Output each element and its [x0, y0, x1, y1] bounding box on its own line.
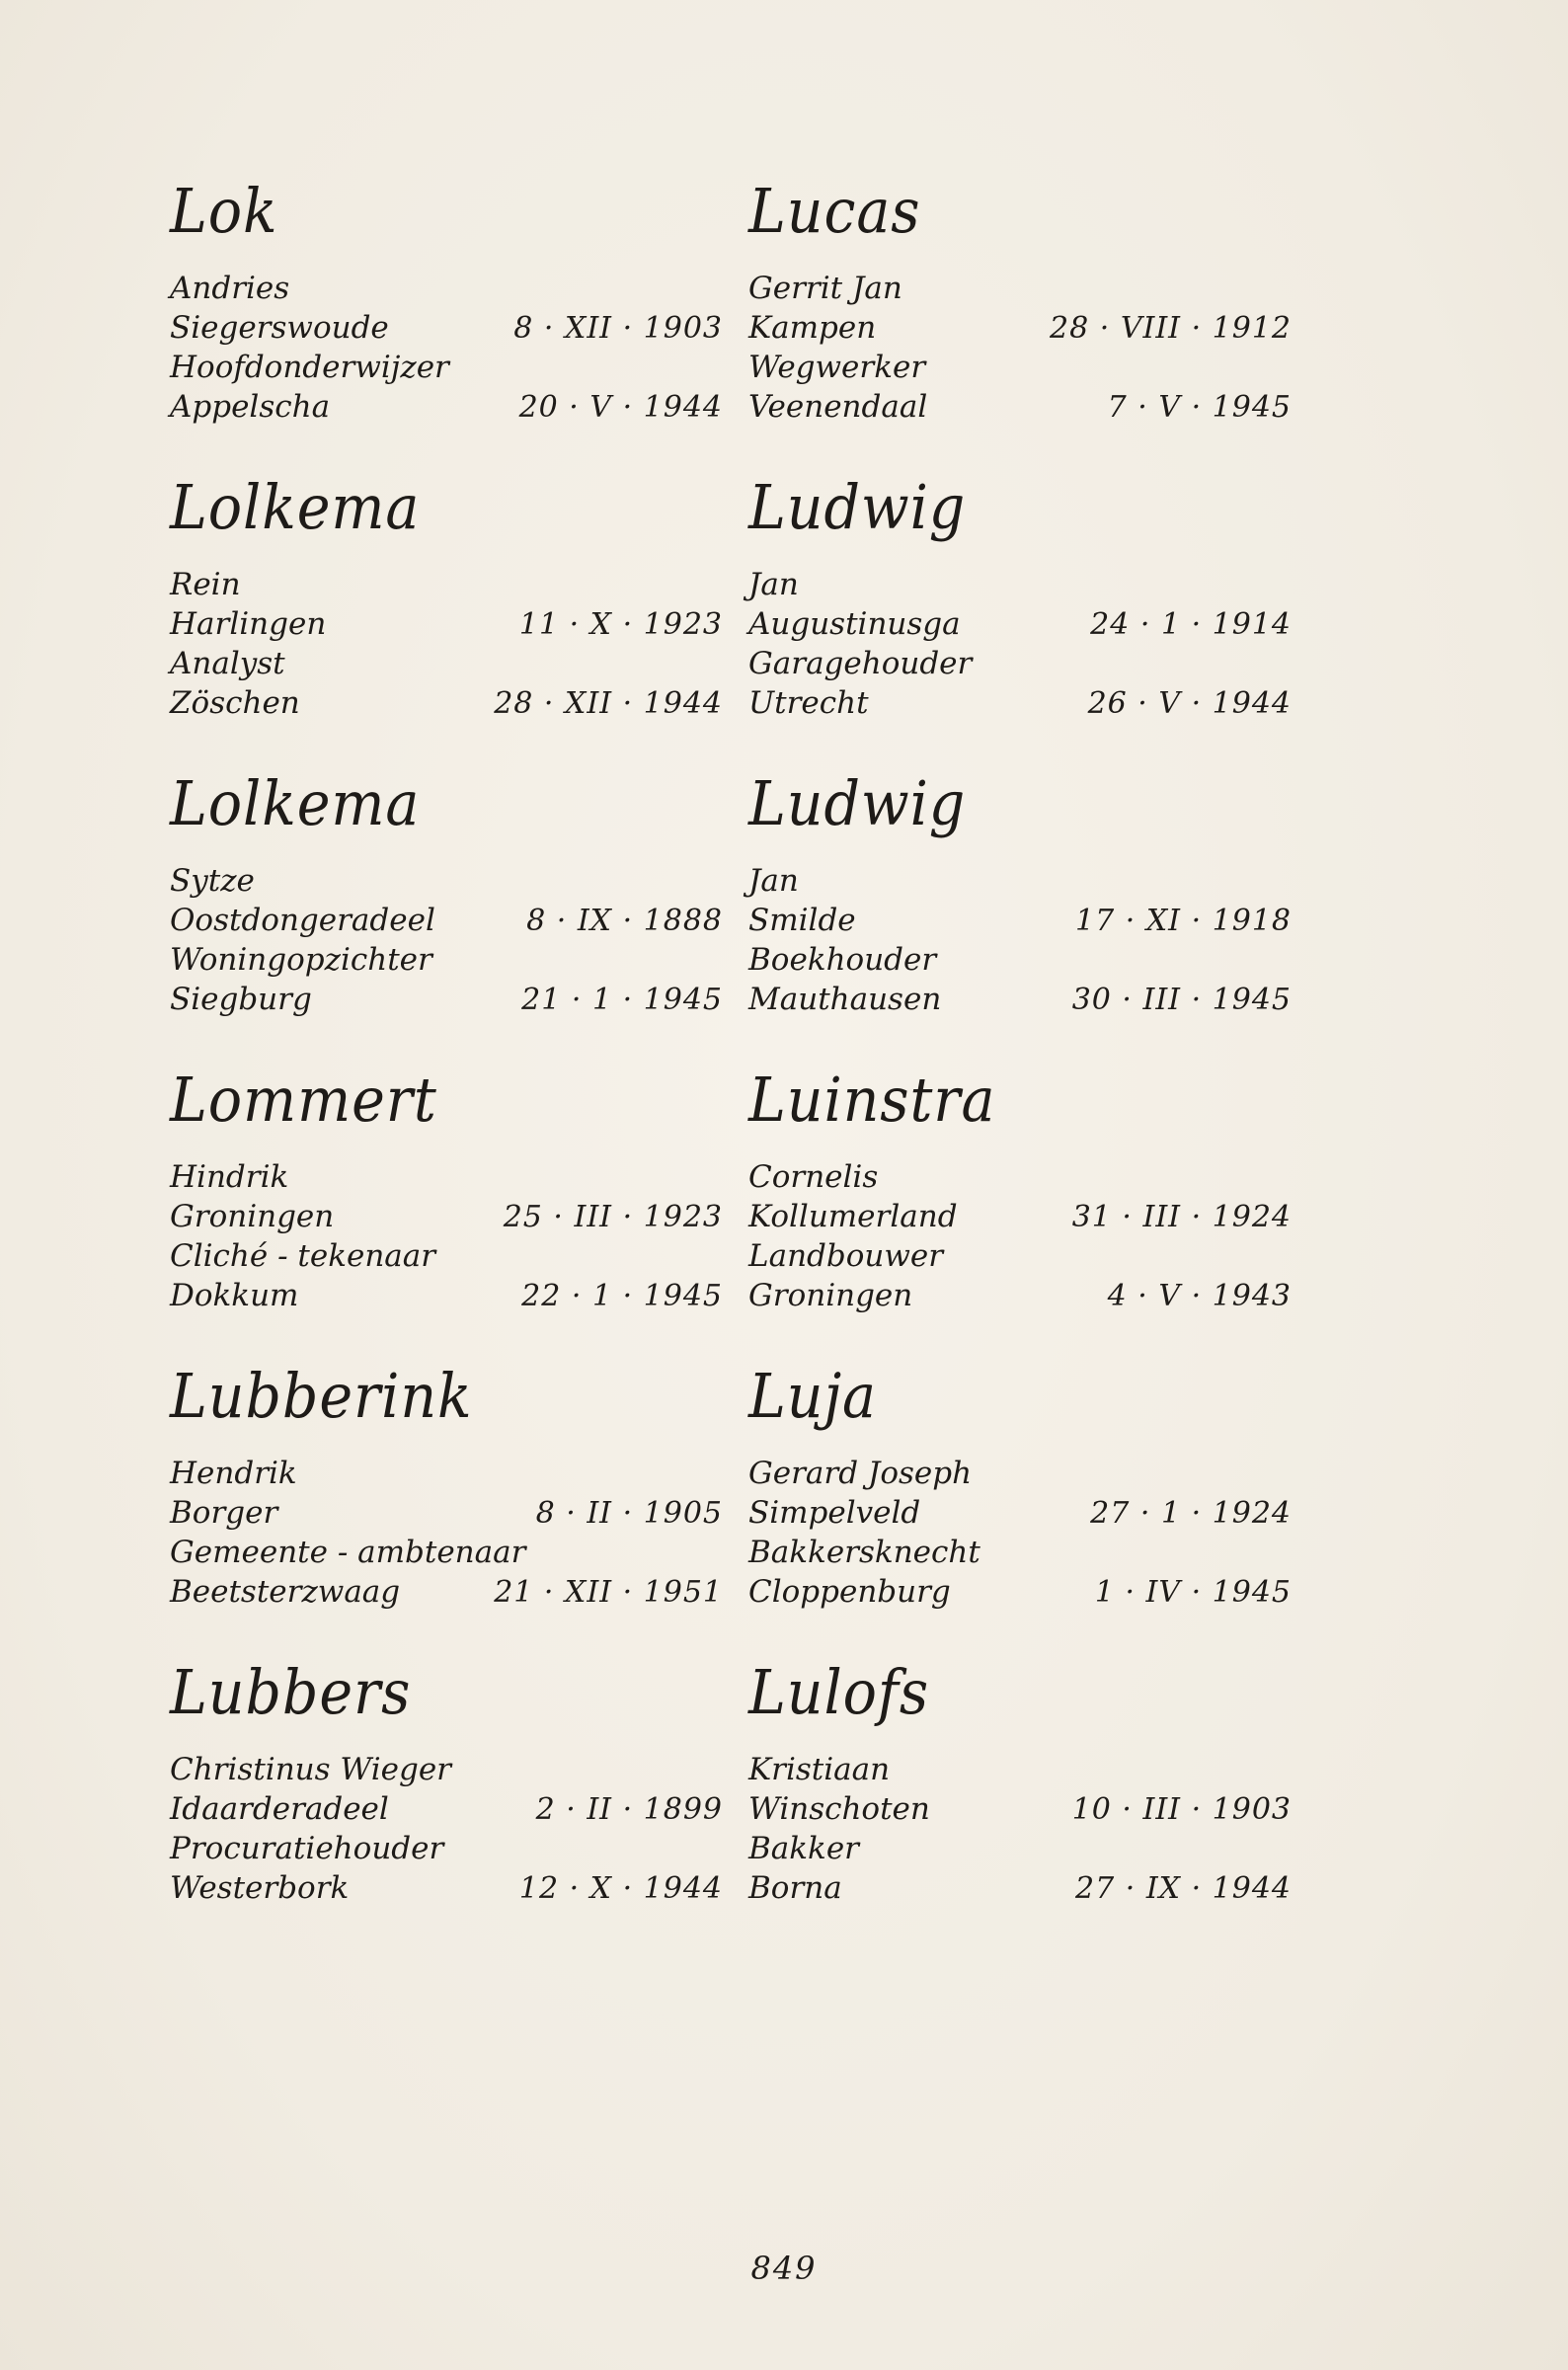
deathdate: 21 · XII · 1951 — [494, 1575, 723, 1610]
given-name: Kristiaan — [748, 1752, 891, 1787]
birth-line — [748, 901, 1292, 940]
death-line — [170, 1868, 723, 1908]
deathdate: 4 · V · 1943 — [1107, 1279, 1292, 1313]
birthplace: Augustinusga — [748, 606, 961, 642]
occupation: Hoofdonderwijzer — [170, 350, 449, 385]
death-line — [748, 1868, 1292, 1908]
surname: Luinstra — [748, 1064, 996, 1136]
given-name: Hendrik — [170, 1456, 297, 1491]
deathdate: 26 · V · 1944 — [1087, 686, 1292, 721]
memorial-entry — [748, 166, 1292, 462]
surname: Lulofs — [748, 1656, 930, 1728]
birthdate: 8 · XII · 1903 — [513, 311, 723, 346]
memorial-entry — [170, 166, 723, 462]
death-line — [170, 1276, 723, 1315]
deathdate: 1 · IV · 1945 — [1094, 1575, 1292, 1610]
birthplace: Winschoten — [748, 1791, 930, 1827]
occupation-line — [748, 1236, 1292, 1276]
given-name-line — [170, 1454, 723, 1493]
birthplace: Groningen — [170, 1199, 335, 1234]
birthdate: 8 · II · 1905 — [535, 1496, 723, 1531]
surname: Lolkema — [170, 767, 421, 839]
occupation: Procuratiehouder — [170, 1831, 444, 1866]
memorial-entry — [748, 758, 1292, 1055]
birthdate: 27 · 1 · 1924 — [1090, 1496, 1292, 1531]
given-name-line — [170, 1750, 723, 1789]
given-name: Christinus Wieger — [170, 1752, 451, 1787]
given-name: Rein — [170, 567, 241, 602]
deathplace: Cloppenburg — [748, 1574, 951, 1610]
memorial-entry — [170, 758, 723, 1055]
birth-line — [748, 1493, 1292, 1533]
birthdate: 8 · IX · 1888 — [526, 904, 723, 938]
occupation-line — [748, 940, 1292, 980]
birth-line — [748, 308, 1292, 348]
occupation-line — [748, 1533, 1292, 1572]
birth-line — [748, 1789, 1292, 1829]
birth-line — [170, 901, 723, 940]
death-line — [170, 683, 723, 723]
given-name-line — [170, 861, 723, 901]
occupation: Woningopzichter — [170, 942, 432, 978]
occupation: Wegwerker — [748, 350, 926, 385]
deathdate: 22 · 1 · 1945 — [521, 1279, 723, 1313]
birthplace: Oostdongeradeel — [170, 903, 435, 938]
deathdate: 27 · IX · 1944 — [1075, 1871, 1292, 1906]
deathplace: Mauthausen — [748, 982, 942, 1017]
deathplace: Siegburg — [170, 982, 312, 1017]
surname: Lubberink — [170, 1360, 473, 1432]
occupation: Garagehouder — [748, 646, 973, 681]
surname: Lommert — [170, 1064, 437, 1136]
given-name-line — [748, 1750, 1292, 1789]
occupation: Landbouwer — [748, 1238, 944, 1274]
deathdate: 21 · 1 · 1945 — [521, 983, 723, 1017]
given-name: Gerrit Jan — [748, 271, 902, 306]
birthplace: Kollumerland — [748, 1199, 958, 1234]
memorial-entry — [170, 1647, 723, 1943]
given-name-line — [748, 565, 1292, 604]
birthplace: Harlingen — [170, 606, 327, 642]
given-name-line — [748, 861, 1292, 901]
surname: Lok — [170, 175, 278, 247]
memorial-entry — [170, 1351, 723, 1647]
surname: Lucas — [748, 175, 921, 247]
given-name: Gerard Joseph — [748, 1456, 973, 1491]
memorial-entry — [748, 1647, 1292, 1943]
deathdate: 7 · V · 1945 — [1107, 390, 1292, 425]
memorial-entry — [748, 1055, 1292, 1351]
occupation-line — [170, 1236, 723, 1276]
occupation: Boekhouder — [748, 942, 937, 978]
birthplace: Idaarderadeel — [170, 1791, 389, 1827]
occupation-line — [170, 1533, 723, 1572]
deathplace: Utrecht — [748, 685, 869, 721]
deathplace: Groningen — [748, 1278, 913, 1313]
birth-line — [170, 604, 723, 644]
death-line — [748, 683, 1292, 723]
occupation-line — [748, 1829, 1292, 1868]
memorial-entry — [748, 1351, 1292, 1647]
birthdate: 10 · III · 1903 — [1071, 1792, 1292, 1827]
surname: Ludwig — [748, 767, 967, 839]
occupation: Analyst — [170, 646, 285, 681]
deathplace: Westerbork — [170, 1870, 350, 1906]
given-name: Sytze — [170, 863, 255, 899]
birthdate: 28 · VIII · 1912 — [1050, 311, 1292, 346]
surname: Lubbers — [170, 1656, 412, 1728]
deathdate: 28 · XII · 1944 — [494, 686, 723, 721]
birthdate: 31 · III · 1924 — [1071, 1200, 1292, 1234]
surname: Ludwig — [748, 471, 967, 543]
given-name: Jan — [748, 863, 799, 899]
birthplace: Siegerswoude — [170, 310, 389, 346]
birthdate: 24 · 1 · 1914 — [1090, 607, 1292, 642]
occupation-line — [170, 940, 723, 980]
left-column — [170, 166, 723, 1943]
page-number: 849 — [750, 2250, 818, 2287]
deathplace: Borna — [748, 1870, 842, 1906]
occupation: Bakker — [748, 1831, 859, 1866]
occupation-line — [748, 348, 1292, 387]
right-column — [748, 166, 1292, 1943]
birthplace: Borger — [170, 1495, 278, 1531]
deathdate: 20 · V · 1944 — [518, 390, 723, 425]
deathplace: Beetsterzwaag — [170, 1574, 401, 1610]
death-line — [170, 980, 723, 1019]
given-name-line — [170, 269, 723, 308]
given-name: Andries — [170, 271, 290, 306]
occupation-line — [170, 1829, 723, 1868]
deathdate: 12 · X · 1944 — [518, 1871, 723, 1906]
surname: Luja — [748, 1360, 877, 1432]
occupation-line — [170, 644, 723, 683]
given-name-line — [748, 269, 1292, 308]
birth-line — [170, 308, 723, 348]
given-name: Cornelis — [748, 1159, 879, 1195]
death-line — [748, 387, 1292, 427]
birthdate: 2 · II · 1899 — [535, 1792, 723, 1827]
surname: Lolkema — [170, 471, 421, 543]
birth-line — [748, 1197, 1292, 1236]
memorial-entry — [748, 462, 1292, 758]
deathplace: Appelscha — [170, 389, 331, 425]
death-line — [748, 1572, 1292, 1612]
given-name: Hindrik — [170, 1159, 289, 1195]
birthdate: 25 · III · 1923 — [503, 1200, 723, 1234]
occupation-line — [748, 644, 1292, 683]
occupation: Cliché - tekenaar — [170, 1238, 436, 1274]
occupation: Gemeente - ambtenaar — [170, 1535, 526, 1570]
death-line — [748, 980, 1292, 1019]
given-name-line — [748, 1454, 1292, 1493]
birthplace: Simpelveld — [748, 1495, 921, 1531]
birth-line — [748, 604, 1292, 644]
birthdate: 17 · XI · 1918 — [1075, 904, 1292, 938]
occupation: Bakkersknecht — [748, 1535, 980, 1570]
given-name: Jan — [748, 567, 799, 602]
deathdate: 30 · III · 1945 — [1071, 983, 1292, 1017]
birthdate: 11 · X · 1923 — [518, 607, 723, 642]
memorial-entry — [170, 1055, 723, 1351]
birth-line — [170, 1493, 723, 1533]
given-name-line — [170, 1157, 723, 1197]
death-line — [170, 387, 723, 427]
birth-line — [170, 1789, 723, 1829]
death-line — [748, 1276, 1292, 1315]
deathplace: Veenendaal — [748, 389, 928, 425]
deathplace: Dokkum — [170, 1278, 299, 1313]
birth-line — [170, 1197, 723, 1236]
deathplace: Zöschen — [170, 685, 300, 721]
given-name-line — [170, 565, 723, 604]
occupation-line — [170, 348, 723, 387]
given-name-line — [748, 1157, 1292, 1197]
birthplace: Kampen — [748, 310, 877, 346]
death-line — [170, 1572, 723, 1612]
birthplace: Smilde — [748, 903, 856, 938]
memorial-entry — [170, 462, 723, 758]
